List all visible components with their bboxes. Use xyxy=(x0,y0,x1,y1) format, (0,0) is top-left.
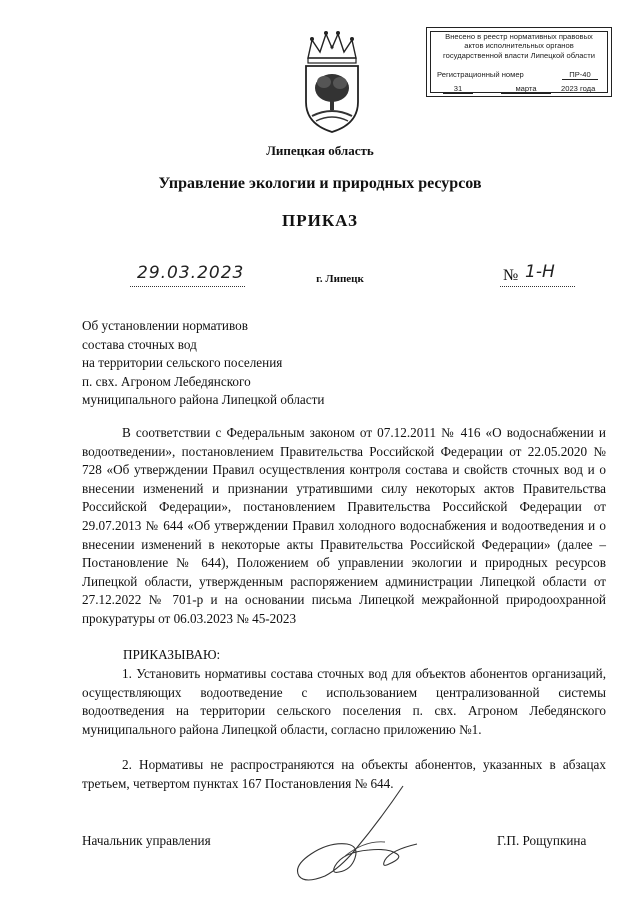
stamp-reg-number: ПР-40 xyxy=(562,70,598,80)
department-title: Управление экологии и природных ресурсов xyxy=(158,175,482,192)
stamp-year: 2023 года xyxy=(561,84,596,93)
order-subject xyxy=(82,317,402,410)
stamp-reg-label: Регистрационный номер xyxy=(437,70,524,79)
order-word: ПРИКАЗЫВАЮ: xyxy=(123,647,221,662)
stamp-month: марта xyxy=(501,84,551,94)
number-underline xyxy=(500,286,575,287)
document-type-title: ПРИКАЗ xyxy=(282,211,358,230)
order-item-2: 2. Нормативы не распространяются на объекты абонентов, указанных в абзацах третьем, четвертом пунктах 167 Постановления № 644. xyxy=(82,757,606,791)
stamp-line-3: государственной власти Липецкой области xyxy=(443,50,595,60)
stamp-line-2: актов исполнительных органов xyxy=(464,41,574,51)
order-number: 1-Н xyxy=(525,262,555,282)
registry-stamp xyxy=(426,27,612,97)
order-date: 29.03.2023 xyxy=(137,263,245,283)
number-sign: № xyxy=(503,267,519,284)
date-underline xyxy=(130,286,245,287)
subject-line: на территории сельского поселения xyxy=(82,355,283,370)
handwritten-signature xyxy=(285,780,435,892)
subject-line: муниципального района Липецкой области xyxy=(82,392,325,407)
signatory-position: Начальник управления xyxy=(82,833,211,848)
stamp-line-1: Внесено в реестр нормативных правовых xyxy=(445,32,593,41)
subject-line: п. свх. Агроном Лебедянского xyxy=(82,373,251,389)
subject-line: Об установлении нормативов xyxy=(82,318,248,333)
coat-of-arms-icon xyxy=(298,28,366,136)
city-label: г. Липецк xyxy=(316,273,364,285)
stamp-day: 31 xyxy=(443,84,473,94)
preamble-paragraph: В соответствии с Федеральным законом от 07.12.2011 № 416 «О водоснабжении и водоотведении», постановлением Правительства Российской Федерации от 22.05.2020 № 728 «Об утверждении Правил осуществления контроля состава и свойств сточных вод и о внесении изменений и признании утратившими силу некоторых актов Правительства Российской Федерации», постановлением Правительства Российской Федерации от 29.07.2013 № 644 «Об утверждении Правил холодного водоснабжения и водоотведения и о внесении изменений в некоторые акты Правительства Российской Федерации» (далее – Постановление № 644), Положением об управлении экологии и природных ресурсов Липецкой области, утвержденным распоряжением администрации Липецкой области от 27.12.2022 № 701-р и на основании письма Липецкой межрайонной природоохранной прокуратуры от 06.03.2023 № 45-2023 xyxy=(82,425,606,626)
order-item-1: 1. Установить нормативы состава сточных вод для объектов абонентов организаций, осуществляющих водоотведение с использованием централизованной системы водоотведения на территории сельского поселения п. свх. Агроном Лебедянского муниципального района Липецкой области, согласно приложению №1. xyxy=(82,666,606,737)
signatory-name: Г.П. Рощупкина xyxy=(497,833,587,848)
subject-line: состава сточных вод xyxy=(82,336,197,352)
region-title: Липецкая область xyxy=(266,143,374,158)
